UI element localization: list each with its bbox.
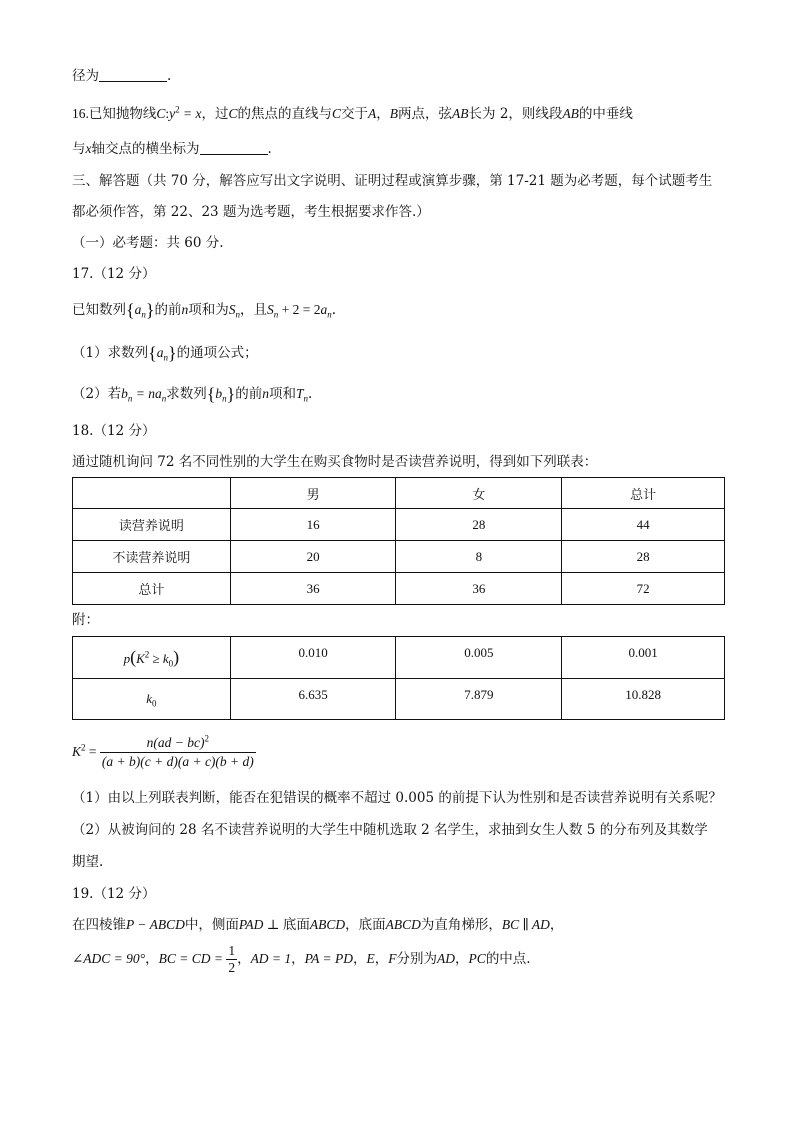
math-var: E bbox=[366, 951, 375, 966]
q16-text: 的中垂线 bbox=[578, 106, 633, 122]
q16-text: 与 bbox=[72, 141, 86, 157]
q19-text: 为直角梯形， bbox=[420, 917, 502, 933]
q17-text: （1）求数列 bbox=[72, 345, 149, 361]
q19-text: ， bbox=[549, 917, 564, 933]
q19-text: 分别为 bbox=[396, 951, 438, 967]
q16-text: ， bbox=[376, 106, 390, 122]
math-sub: n bbox=[222, 393, 227, 404]
table-row bbox=[73, 573, 725, 605]
math-var: n bbox=[262, 386, 269, 401]
table-cell: 7.879 bbox=[396, 679, 562, 720]
math-var: y bbox=[169, 106, 176, 121]
sep: ， bbox=[145, 951, 159, 967]
table-cell: 0.010 bbox=[230, 637, 396, 679]
period: . bbox=[308, 386, 313, 402]
math-var: a bbox=[320, 302, 328, 317]
q19-text: ，底面 bbox=[345, 917, 386, 933]
math-var: x bbox=[85, 141, 92, 156]
math-expr: ABCD bbox=[385, 917, 421, 932]
q19-text: 在四棱锥 bbox=[72, 917, 126, 933]
critical-value-table bbox=[72, 636, 725, 720]
math-var: k bbox=[146, 691, 153, 706]
q16-text: 已知抛物线 bbox=[88, 106, 157, 122]
math-var: B bbox=[389, 106, 399, 121]
appendix-label: 附： bbox=[72, 612, 99, 628]
table-cell: 0.005 bbox=[396, 637, 562, 679]
formula-numerator-text: n(ad − bc) bbox=[146, 735, 205, 750]
table-header-cell bbox=[73, 478, 231, 509]
math-eq: + 2 = 2 bbox=[278, 302, 321, 317]
answer-blank bbox=[99, 67, 167, 82]
math-eq: = x bbox=[179, 106, 202, 121]
table-cell: 6.635 bbox=[230, 679, 396, 720]
math-var: a bbox=[134, 302, 142, 317]
math-sub: n bbox=[235, 309, 241, 320]
q16-text: 长为 2，则线段 bbox=[468, 106, 563, 122]
q17-text: 已知数列 bbox=[72, 302, 126, 318]
q17-stem: 已知数列$\{a_n\}$的前n项和为$S_n$，且$S_n + 2 = 2a_n$. bbox=[72, 300, 337, 320]
period: . bbox=[167, 68, 172, 84]
formula-fraction bbox=[100, 734, 256, 771]
table-cell: 8 bbox=[396, 541, 562, 573]
period: . bbox=[267, 141, 272, 157]
math-var: A bbox=[368, 106, 377, 121]
math-var: AB bbox=[562, 106, 579, 121]
math-var: S bbox=[267, 302, 274, 317]
math-expr: BC = CD = bbox=[158, 951, 227, 966]
table-cell: 36 bbox=[396, 573, 562, 605]
q15-tail-text: 径为 bbox=[72, 68, 99, 84]
math-sub: n bbox=[273, 309, 279, 320]
q16-line-1: 16.已知抛物线$C:y^2 = x$，过C的焦点的直线与C交于A，B两点，弦AB长为 2，则线段AB的中垂线 bbox=[72, 104, 633, 122]
table-cell: 36 bbox=[230, 573, 396, 605]
math-sub: n bbox=[141, 309, 146, 320]
math-var: T bbox=[296, 386, 304, 401]
q17-text: 项和为 bbox=[188, 302, 229, 318]
math-expr: ∠ADC = 90° bbox=[72, 951, 146, 966]
math-sub: n bbox=[327, 309, 332, 320]
table-cell: 0.001 bbox=[562, 637, 725, 679]
fraction-denominator: 2 bbox=[228, 960, 236, 975]
math-var: K bbox=[72, 744, 82, 759]
chi-square-formula: $K^2$ = $\frac{n(ad - bc)^2}{(a + b)(c + d)(a + c)(b + d)}$ bbox=[72, 733, 254, 769]
table-row bbox=[73, 637, 725, 679]
math-expr: PAD bbox=[238, 917, 264, 932]
math-var: AB bbox=[452, 106, 469, 121]
math-eq: = n bbox=[132, 386, 155, 401]
q17-header: 17.（12 分） bbox=[72, 266, 156, 282]
math-var: C bbox=[332, 106, 342, 121]
q16-text: 交于 bbox=[341, 106, 369, 122]
q17-text: 求数列 bbox=[166, 386, 207, 402]
question-number: 16. bbox=[72, 106, 89, 121]
math-sub: n bbox=[163, 352, 168, 363]
sep: ， bbox=[374, 951, 389, 967]
table-header-cell: 女 bbox=[396, 478, 562, 509]
math-var: p bbox=[123, 651, 131, 666]
table-cell: 72 bbox=[562, 573, 725, 605]
table-cell: 读营养说明 bbox=[73, 509, 231, 541]
table-cell-prob-label: $p(K^2 \ge k_0)$ bbox=[73, 637, 231, 679]
table-row bbox=[73, 509, 725, 541]
q17-text: 的前 bbox=[235, 386, 263, 402]
math-var: a bbox=[156, 345, 164, 360]
half-fraction bbox=[226, 943, 237, 976]
section3-line-2: 都必须作答，第 22、23 题为选考题，考生根据要求作答.） bbox=[72, 204, 430, 220]
q17-text: 项和 bbox=[269, 386, 296, 402]
table-row bbox=[73, 679, 725, 720]
math-var: AD bbox=[437, 951, 456, 966]
table-cell: 16 bbox=[230, 509, 396, 541]
q18-intro: 通过随机询问 72 名不同性别的大学生在购买食物时是否读营养说明，得到如下列联表： bbox=[72, 454, 598, 470]
table-cell: 总计 bbox=[73, 573, 231, 605]
sep: ， bbox=[237, 951, 251, 967]
table-cell: 不读营养说明 bbox=[73, 541, 231, 573]
math-var: C bbox=[228, 106, 238, 121]
q17-text: ，且 bbox=[240, 302, 268, 318]
q19-line-2 bbox=[72, 942, 531, 976]
formula-numerator: n(ad − bc)$^2$ bbox=[100, 734, 256, 753]
q18-part1: （1）由以上列联表判断，能否在犯错误的概率不超过 0.005 的前提下认为性别和是否读营养说明有关系呢？ bbox=[72, 790, 722, 806]
math-var: b bbox=[121, 386, 128, 401]
table-cell: 20 bbox=[230, 541, 396, 573]
q19-text: 底面 bbox=[282, 917, 310, 933]
q16-text: 两点，弦 bbox=[398, 106, 453, 122]
math-sub: n bbox=[161, 393, 167, 404]
math-var: F bbox=[388, 951, 397, 966]
sep: ， bbox=[353, 951, 367, 967]
q16-line-2 bbox=[72, 139, 272, 159]
contingency-table bbox=[72, 477, 725, 605]
math-var: PC bbox=[468, 951, 486, 966]
q18-part2-line1: （2）从被询问的 28 名不读营养说明的大学生中随机选取 2 名学生，求抽到女生人数 5 的分布列及其数学 bbox=[72, 822, 708, 838]
q16-text: ，过 bbox=[201, 106, 229, 122]
q17-part1: （1）求数列$\{a_n\}$的通项公式； bbox=[72, 343, 258, 363]
q17-text: 的前 bbox=[154, 302, 182, 318]
math-sub: 0 bbox=[152, 698, 157, 709]
sep: ， bbox=[455, 951, 469, 967]
section3-line-1: 三、解答题（共 70 分，解答应写出文字说明、证明过程或演算步骤，第 17-21 题为必考题，每个试题考生 bbox=[72, 173, 713, 189]
math-sub: n bbox=[303, 393, 309, 404]
q17-part2: （2）若$b_n = na_n$求数列$\{b_n\}$的前n项和$T_n$. bbox=[72, 384, 313, 404]
table-cell: 44 bbox=[562, 509, 725, 541]
q17-text: 的通项公式； bbox=[176, 345, 258, 361]
table-cell: 28 bbox=[562, 541, 725, 573]
math-var: S bbox=[228, 302, 236, 317]
math-var: a bbox=[154, 386, 162, 401]
q18-part2-line2: 期望. bbox=[72, 854, 104, 870]
q18-header: 18.（12 分） bbox=[72, 423, 156, 439]
math-var: K bbox=[136, 651, 145, 666]
q19-header: 19.（12 分） bbox=[72, 886, 156, 902]
fraction-numerator: 1 bbox=[228, 943, 236, 958]
q19-text: 中，侧面 bbox=[184, 917, 239, 933]
math-expr: P − ABCD bbox=[126, 917, 185, 932]
q16-text: 的焦点的直线与 bbox=[237, 106, 333, 122]
q19-text: 的中点. bbox=[485, 951, 531, 967]
math-expr: PA = PD bbox=[304, 951, 354, 966]
math-var: n bbox=[181, 302, 189, 317]
table-row bbox=[73, 541, 725, 573]
table-cell: 10.828 bbox=[562, 679, 725, 720]
answer-blank bbox=[200, 140, 268, 155]
math-exp: 2 bbox=[175, 104, 180, 115]
table-cell: 28 bbox=[396, 509, 562, 541]
math-op: ⊥ bbox=[263, 917, 283, 932]
math-sub: n bbox=[127, 393, 133, 404]
sep: ， bbox=[291, 951, 305, 967]
math-var: b bbox=[215, 386, 223, 401]
table-header-row bbox=[73, 478, 725, 509]
math-expr: BC ∥ AD bbox=[501, 917, 550, 932]
period: . bbox=[331, 302, 337, 318]
q19-line-1 bbox=[72, 915, 563, 935]
math-eq: ≥ k bbox=[149, 651, 169, 666]
table-header-cell: 总计 bbox=[562, 478, 725, 509]
q15-tail-line bbox=[72, 66, 171, 86]
table-cell-k-label bbox=[73, 679, 231, 720]
math-expr: AD = 1 bbox=[250, 951, 292, 966]
table-header-cell: 男 bbox=[230, 478, 396, 509]
section3-part1: （一）必考题：共 60 分. bbox=[72, 235, 224, 251]
q17-text: （2）若 bbox=[72, 386, 122, 402]
math-sub: 0 bbox=[168, 658, 174, 669]
math-var: C bbox=[156, 106, 166, 121]
formula-denominator: (a + b)(c + d)(a + c)(b + d) bbox=[101, 754, 254, 769]
math-expr: ABCD bbox=[309, 917, 346, 932]
q16-text: 轴交点的横坐标为 bbox=[91, 141, 200, 157]
